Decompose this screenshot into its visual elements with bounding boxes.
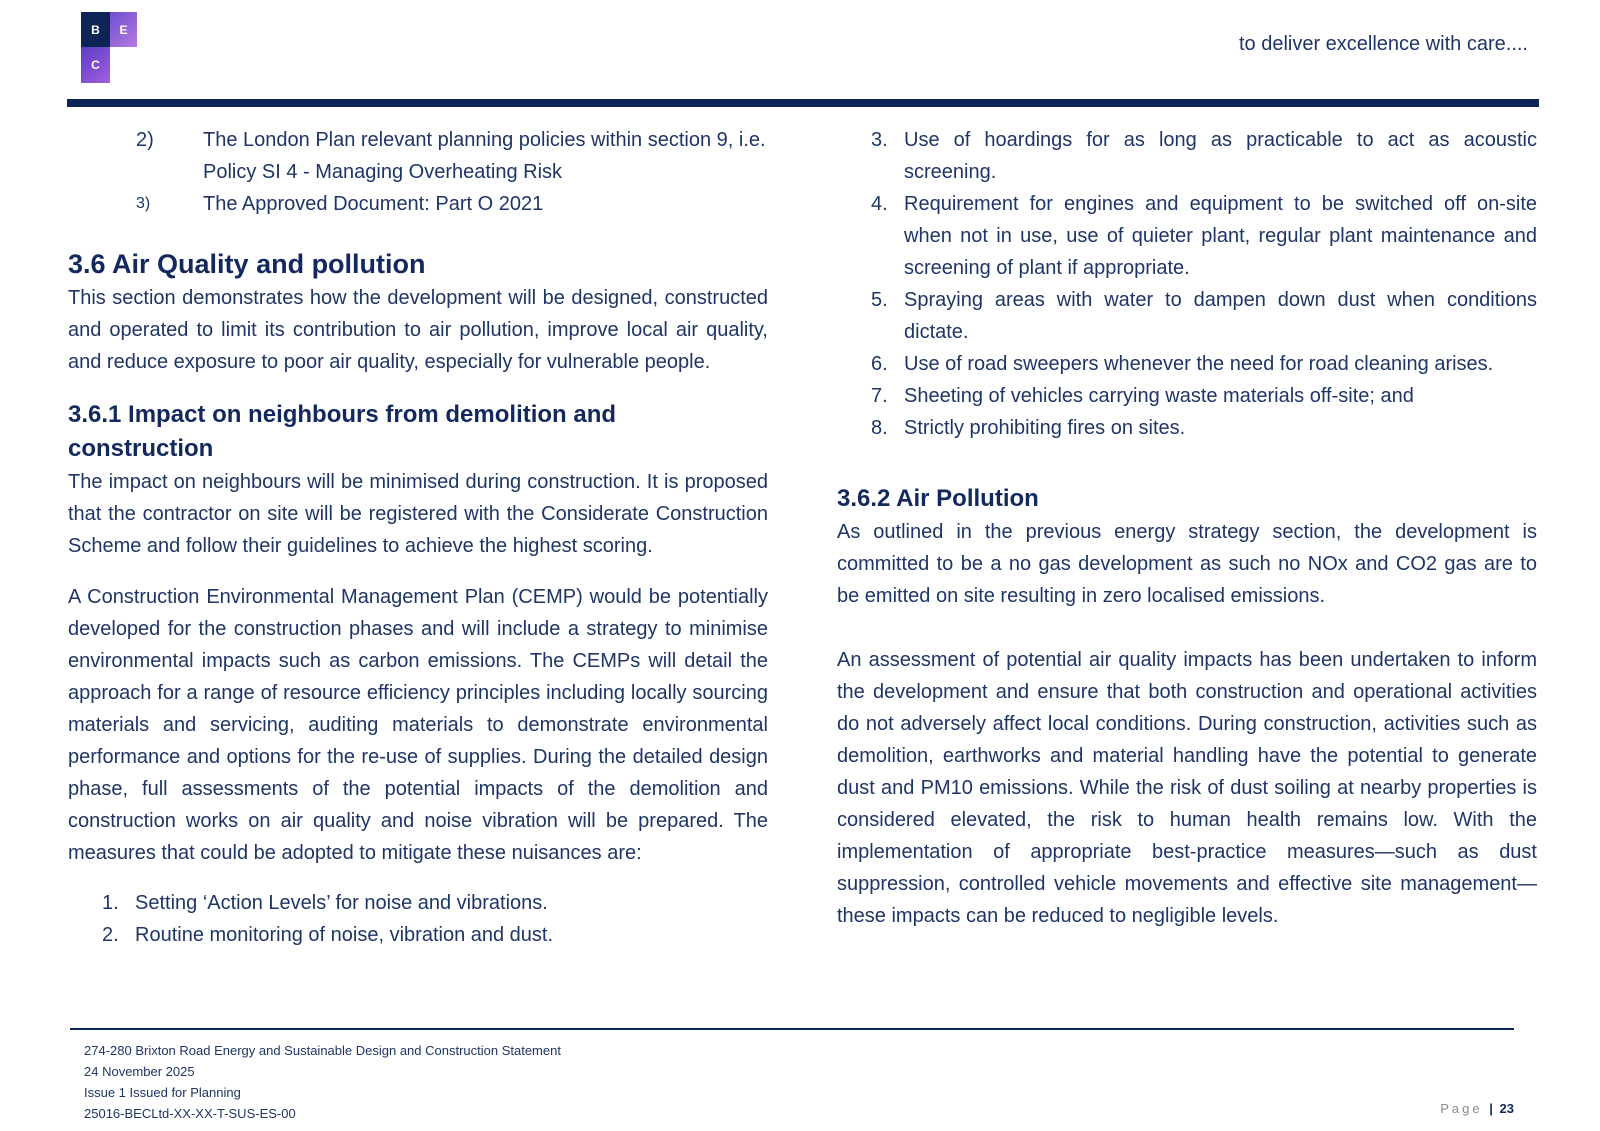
paragraph-3-6-1-b: A Construction Environmental Management Plan (CEMP) would be potentially developed for the construction phases and will include a strategy to minimise environmental impacts such as carbon emissions. The CEMPs will detail the approach for a range of resource efficiency principles including locally sourcing materials and servicing, auditing materials to demonstrate environmental performance and options for the re-use of supplies. During the detailed design phase, full assessments of the potential impacts of the demolition and construction works on air quality and noise vibration will be prepared. The measures that could be adopted to mitigate these nuisances are:: [68, 586, 768, 864]
logo-tile-c: C: [81, 47, 110, 83]
page-separator: |: [1489, 1101, 1493, 1116]
list-number: 3): [136, 195, 151, 212]
list-item: [871, 412, 1537, 444]
list-text: The Approved Document: Part O 2021: [203, 193, 544, 215]
footer-info: [84, 1040, 561, 1124]
list-text: Routine monitoring of noise, vibration and dust.: [135, 924, 554, 946]
list-number: 8.: [871, 417, 888, 439]
list-item: [102, 919, 768, 951]
mitigation-list-right: [871, 124, 1537, 444]
list-item: [136, 124, 768, 188]
list-item: [871, 284, 1537, 348]
list-text: Use of hoardings for as long as practicable to act as acoustic screening.: [904, 129, 1537, 183]
paragraph-3-6: This section demonstrates how the development will be designed, constructed and operated to limit its contribution to air pollution, improve local air quality, and reduce exposure to poor air quality, especially for vulnerable people.: [68, 287, 768, 373]
logo-tile-b: B: [81, 12, 110, 47]
right-column: [837, 124, 1537, 932]
list-text: Setting ‘Action Levels’ for noise and vibrations.: [135, 892, 548, 914]
footer-divider: [70, 1028, 1514, 1030]
list-number: 1.: [102, 892, 119, 914]
list-text: Strictly prohibiting fires on sites.: [904, 417, 1186, 439]
list-text: The London Plan relevant planning policies within section 9, i.e. Policy SI 4 - Managing Overheating Risk: [203, 129, 766, 183]
page-number: [1440, 1101, 1514, 1116]
header-tagline: to deliver excellence with care....: [1238, 33, 1528, 55]
list-text: Sheeting of vehicles carrying waste materials off-site; and: [904, 385, 1414, 407]
paragraph-3-6-2-b: An assessment of potential air quality impacts has been undertaken to inform the development and ensure that both construction and operational activities do not adversely affect local conditions. During construction, activities such as demolition, earthworks and material handling have the potential to generate dust and PM10 emissions. While the risk of dust soiling at nearby properties is considered elevated, the risk to human health remains low. With the implementation of appropriate best-practice measures—such as dust suppression, controlled vehicle movements and effective site management—these impacts can be reduced to negligible levels.: [837, 649, 1537, 927]
section-heading-3-6-2: 3.6.2 Air Pollution: [837, 485, 1039, 512]
list-number: 5.: [871, 289, 888, 311]
footer-document-code: 25016-BECLtd-XX-XX-T-SUS-ES-00: [84, 1106, 296, 1121]
section-heading-3-6: 3.6 Air Quality and pollution: [68, 249, 426, 279]
paragraph-3-6-2-a: As outlined in the previous energy strategy section, the development is committed to be a no gas development as such no NOx and CO2 gas are to be emitted on site resulting in zero localised emissions.: [837, 521, 1537, 607]
list-number: 7.: [871, 385, 888, 407]
list-text: Requirement for engines and equipment to be switched off on-site when not in use, use of quieter plant, regular plant maintenance and screening of plant if appropriate.: [904, 193, 1537, 279]
list-number: 3.: [871, 129, 888, 151]
list-number: 2.: [102, 924, 119, 946]
list-item: [871, 348, 1537, 380]
list-number: 4.: [871, 193, 888, 215]
list-item: [871, 188, 1537, 284]
list-number: 6.: [871, 353, 888, 375]
footer-document-title: 274-280 Brixton Road Energy and Sustainable Design and Construction Statement: [84, 1043, 561, 1058]
list-item: [871, 380, 1537, 412]
logo-tile-e: E: [110, 12, 137, 47]
left-column: [68, 124, 768, 951]
page-label: Page: [1440, 1101, 1483, 1116]
footer-issue: Issue 1 Issued for Planning: [84, 1085, 241, 1100]
section-heading-3-6-1: 3.6.1 Impact on neighbours from demolition and construction: [68, 401, 617, 462]
list-item: [136, 188, 768, 220]
list-item: [871, 124, 1537, 188]
company-logo: [81, 12, 138, 83]
header-divider: [67, 99, 1539, 107]
footer-date: 24 November 2025: [84, 1064, 195, 1079]
list-number: 2): [136, 129, 154, 151]
mitigation-list-left: [102, 887, 768, 951]
page-number-value: 23: [1499, 1101, 1514, 1116]
prev-list: [136, 124, 768, 220]
list-text: Use of road sweepers whenever the need for road cleaning arises.: [904, 353, 1494, 375]
list-item: [102, 887, 768, 919]
paragraph-3-6-1-a: The impact on neighbours will be minimised during construction. It is proposed that the contractor on site will be registered with the Considerate Construction Scheme and follow their guidelines to achieve the highest scoring.: [68, 471, 768, 557]
list-text: Spraying areas with water to dampen down dust when conditions dictate.: [904, 289, 1537, 343]
